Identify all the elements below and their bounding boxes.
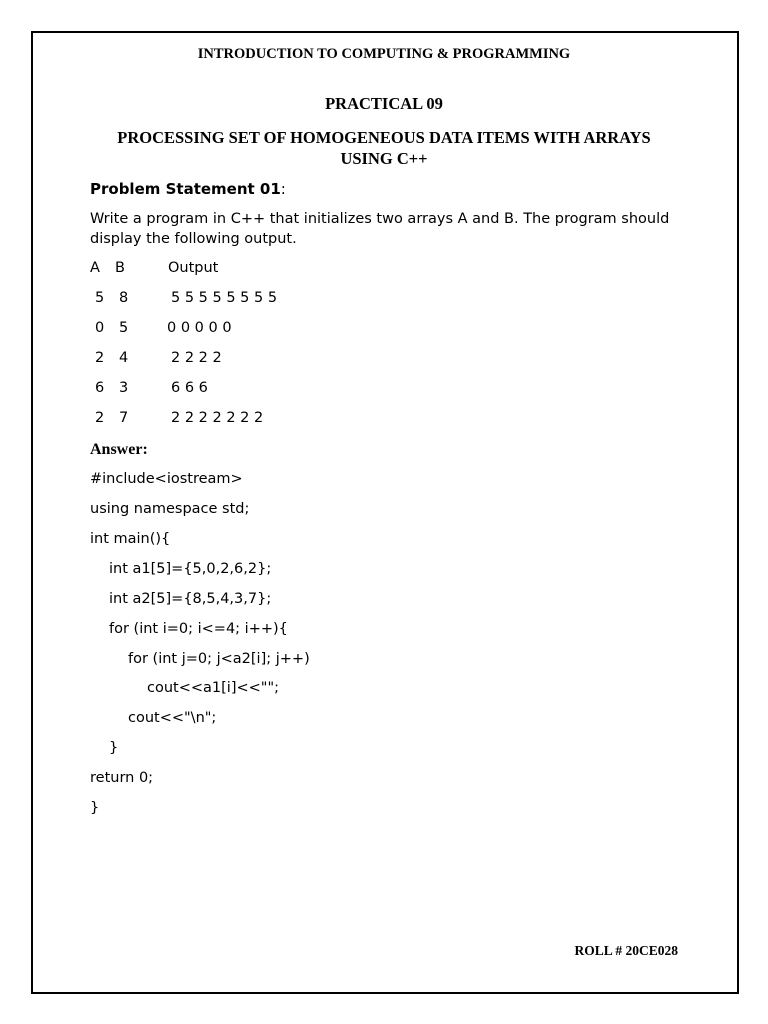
table-row-a: 2 [95, 410, 105, 426]
code-line: cout<<"\n"; [128, 710, 217, 726]
code-line: } [109, 740, 119, 756]
code-line: int a1[5]={5,0,2,6,2}; [109, 561, 272, 577]
problem-heading [90, 180, 286, 198]
course-title: INTRODUCTION TO COMPUTING & PROGRAMMING [197, 46, 571, 62]
table-header-b: B [115, 260, 125, 276]
problem-heading-colon: : [280, 180, 286, 198]
code-line: using namespace std; [90, 501, 250, 517]
table-row-output: 2 2 2 2 2 2 2 [171, 410, 264, 426]
table-row-a: 5 [95, 290, 105, 306]
code-line: } [90, 800, 100, 816]
answer-label: Answer: [90, 441, 148, 458]
code-line: cout<<a1[i]<<""; [147, 680, 279, 696]
table-row-a: 6 [95, 380, 105, 396]
code-line: return 0; [90, 770, 154, 786]
problem-statement: Write a program in C++ that initializes two arrays A and B. The program should display the following output. [90, 211, 670, 247]
code-line: #include<iostream> [90, 471, 243, 487]
table-row-output: 5 5 5 5 5 5 5 5 [171, 290, 278, 306]
roll-number: ROLL # 20CE028 [574, 943, 678, 958]
table-row-b: 5 [119, 320, 129, 336]
table-row-output: 6 6 6 [171, 380, 208, 396]
table-row-b: 8 [119, 290, 129, 306]
table-row-a: 0 [95, 320, 105, 336]
practical-title: PRACTICAL 09 [325, 94, 443, 113]
table-header-a: A [90, 260, 100, 276]
topic-title: PROCESSING SET OF HOMOGENEOUS DATA ITEMS WITH ARRAYS USING C++ [117, 128, 651, 168]
code-line: for (int i=0; i<=4; i++){ [109, 621, 288, 637]
table-row-b: 7 [119, 410, 129, 426]
table-row-b: 3 [119, 380, 129, 396]
table-row-b: 4 [119, 350, 129, 366]
table-row-output: 2 2 2 2 [171, 350, 222, 366]
code-line: int a2[5]={8,5,4,3,7}; [109, 591, 272, 607]
code-line: for (int j=0; j<a2[i]; j++) [128, 651, 310, 667]
problem-heading-text: Problem Statement 01 [90, 180, 281, 198]
code-line: int main(){ [90, 531, 171, 547]
table-header-output: Output [168, 260, 219, 276]
table-row-a: 2 [95, 350, 105, 366]
table-row-output: 0 0 0 0 0 [167, 320, 232, 336]
